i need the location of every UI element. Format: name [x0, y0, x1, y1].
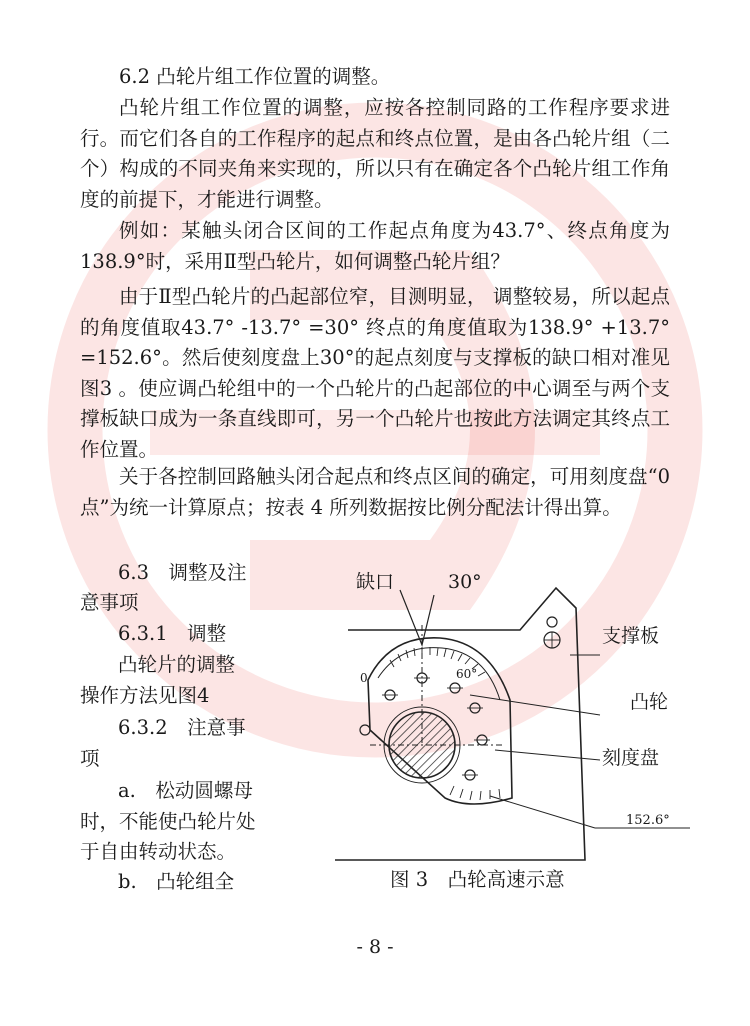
left-column-line: 6.3 调整及注: [118, 561, 247, 584]
cam-diagram: [330, 560, 690, 880]
paragraph-2: 例如：某触头闭合区间的工作起点角度为43.7°、终点角度为138.9°时，采用Ⅱ型凸轮片，如何调整凸轮片组？: [80, 219, 670, 273]
left-column-line: 凸轮片的调整: [118, 653, 236, 676]
figure-caption: 图 3 凸轮高速示意: [390, 868, 565, 891]
left-column-line: 于自由转动状态。: [80, 840, 237, 863]
label-60-degrees: 60°: [456, 667, 478, 681]
page-number: - 8 -: [356, 936, 394, 958]
label-support-plate: 支撑板: [602, 625, 660, 647]
label-zero: 0: [360, 671, 368, 685]
support-plate-outline: [335, 588, 585, 860]
label-152-6-degrees: 152.6°: [626, 813, 670, 828]
left-column-line: 6.3.2 注意事: [118, 716, 246, 739]
left-column-line: a. 松动圆螺母: [118, 779, 253, 802]
label-cam: 凸轮: [630, 691, 669, 713]
left-column-line: 意事项: [80, 591, 139, 614]
paragraph-4: 关于各控制回路触头闭合起点和终点区间的确定，可用刻度盘“0点”为统一计算原点；按表 4 所列数据按比例分配法计得出算。: [80, 465, 670, 519]
paragraph-1: 凸轮片组工作位置的调整，应按各控制同路的工作程序要求进行。而它们各自的工作程序的起点和终点位置，是由各凸轮片组（二个）构成的不同夹角来实现的，所以只有在确定各个凸轮片组工作角度的前提下，才能进行调整。: [80, 96, 670, 211]
left-column-line: b. 凸轮组全: [118, 870, 235, 893]
label-30-degrees: 30°: [448, 571, 482, 593]
label-notch: 缺口: [356, 571, 395, 593]
notch-pointer: [400, 590, 434, 645]
section-heading: 6.2 凸轮片组工作位置的调整。: [119, 65, 391, 88]
left-column-line: 时，不能使凸轮片处: [80, 810, 256, 833]
paragraph-3: 由于Ⅱ型凸轮片的凸起部位窄，目测明显， 调整较易，所以起点的角度值取43.7° -13.7° =30° 终点的角度值取为138.9° +13.7° =152.6°。然后使刻度盘上30°的起点刻度与支撑板的缺口相对准见图3 。使应调凸轮组中的一个凸轮片的凸起部位的中心调至与两个支撑板缺口成为一条直线即可，另一个凸轮片也按此方法调定其终点工作位置。: [80, 285, 670, 461]
left-column-line: 项: [80, 747, 100, 770]
label-dial: 刻度盘: [602, 747, 660, 769]
left-column-line: 操作方法见图4: [80, 684, 210, 707]
left-column-line: 6.3.1 调整: [118, 622, 227, 645]
